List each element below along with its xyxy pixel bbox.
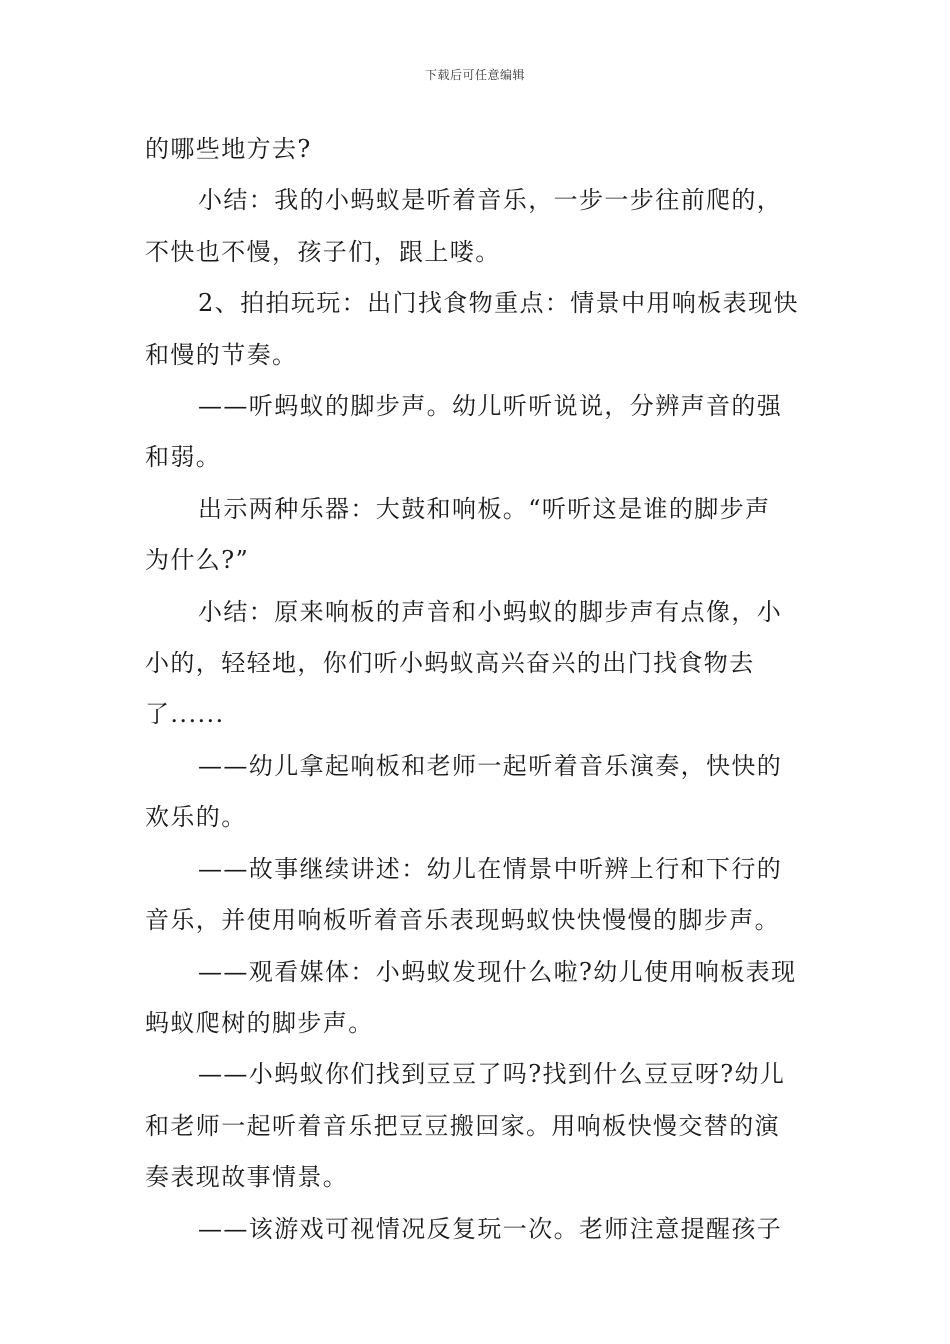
text-line: 为什么?” (145, 546, 250, 575)
text-line: 音乐，并使用响板听着音乐表现蚂蚁快快慢慢的脚步声。 (145, 906, 780, 935)
text-line: 小结：原来响板的声音和小蚂蚁的脚步声有点像，小 (198, 597, 783, 626)
text-line: ——幼儿拿起响板和老师一起听着音乐演奏，快快的 (198, 751, 783, 780)
text-line: ——听蚂蚁的脚步声。幼儿听听说说，分辨声音的强 (198, 392, 783, 421)
page-header: 下载后可任意编辑 (424, 68, 525, 82)
paragraph-4 (145, 381, 810, 484)
paragraph-10 (145, 1049, 810, 1203)
paragraph-1 (145, 124, 810, 175)
text-line: 小结：我的小蚂蚁是听着音乐，一步一步往前爬的， (198, 186, 783, 215)
text-line: 了...... (145, 700, 225, 729)
text-line: ——观看媒体：小蚂蚁发现什么啦?幼儿使用响板表现 (198, 957, 797, 986)
paragraph-9 (145, 947, 810, 1050)
text-line: ——小蚂蚁你们找到豆豆了吗?找到什么豆豆呀?幼儿 (198, 1060, 786, 1089)
text-line: 出示两种乐器：大鼓和响板。“听听这是谁的脚步声 (198, 494, 771, 523)
paragraph-8 (145, 844, 810, 947)
text-line: 奏表现故事情景。 (145, 1163, 349, 1192)
text-line: 蚂蚁爬树的脚步声。 (145, 1008, 374, 1037)
paragraph-2 (145, 175, 810, 278)
document-body (145, 124, 810, 1255)
paragraph-3 (145, 278, 810, 381)
paragraph-7 (145, 741, 810, 844)
text-line: 不快也不慢，孩子们，跟上喽。 (145, 237, 501, 266)
text-line: 小的，轻轻地，你们听小蚂蚁高兴奋兴的出门找食物去 (145, 649, 755, 678)
text-line: 欢乐的。 (145, 803, 247, 832)
text-line: ——故事继续讲述：幼儿在情景中听辨上行和下行的 (198, 854, 783, 883)
text-line: 2、拍拍玩玩：出门找食物重点：情景中用响板表现快 (198, 289, 799, 318)
text-line: 的哪些地方去? (145, 135, 312, 163)
text-line: 和弱。 (145, 443, 222, 472)
paragraph-5 (145, 484, 810, 587)
text-line: ——该游戏可视情况反复玩一次。老师注意提醒孩子 (198, 1214, 783, 1243)
text-line: 和老师一起听着音乐把豆豆搬回家。用响板快慢交替的演 (145, 1111, 780, 1140)
paragraph-6 (145, 587, 810, 741)
paragraph-11 (145, 1204, 810, 1255)
text-line: 和慢的节奏。 (145, 340, 298, 369)
